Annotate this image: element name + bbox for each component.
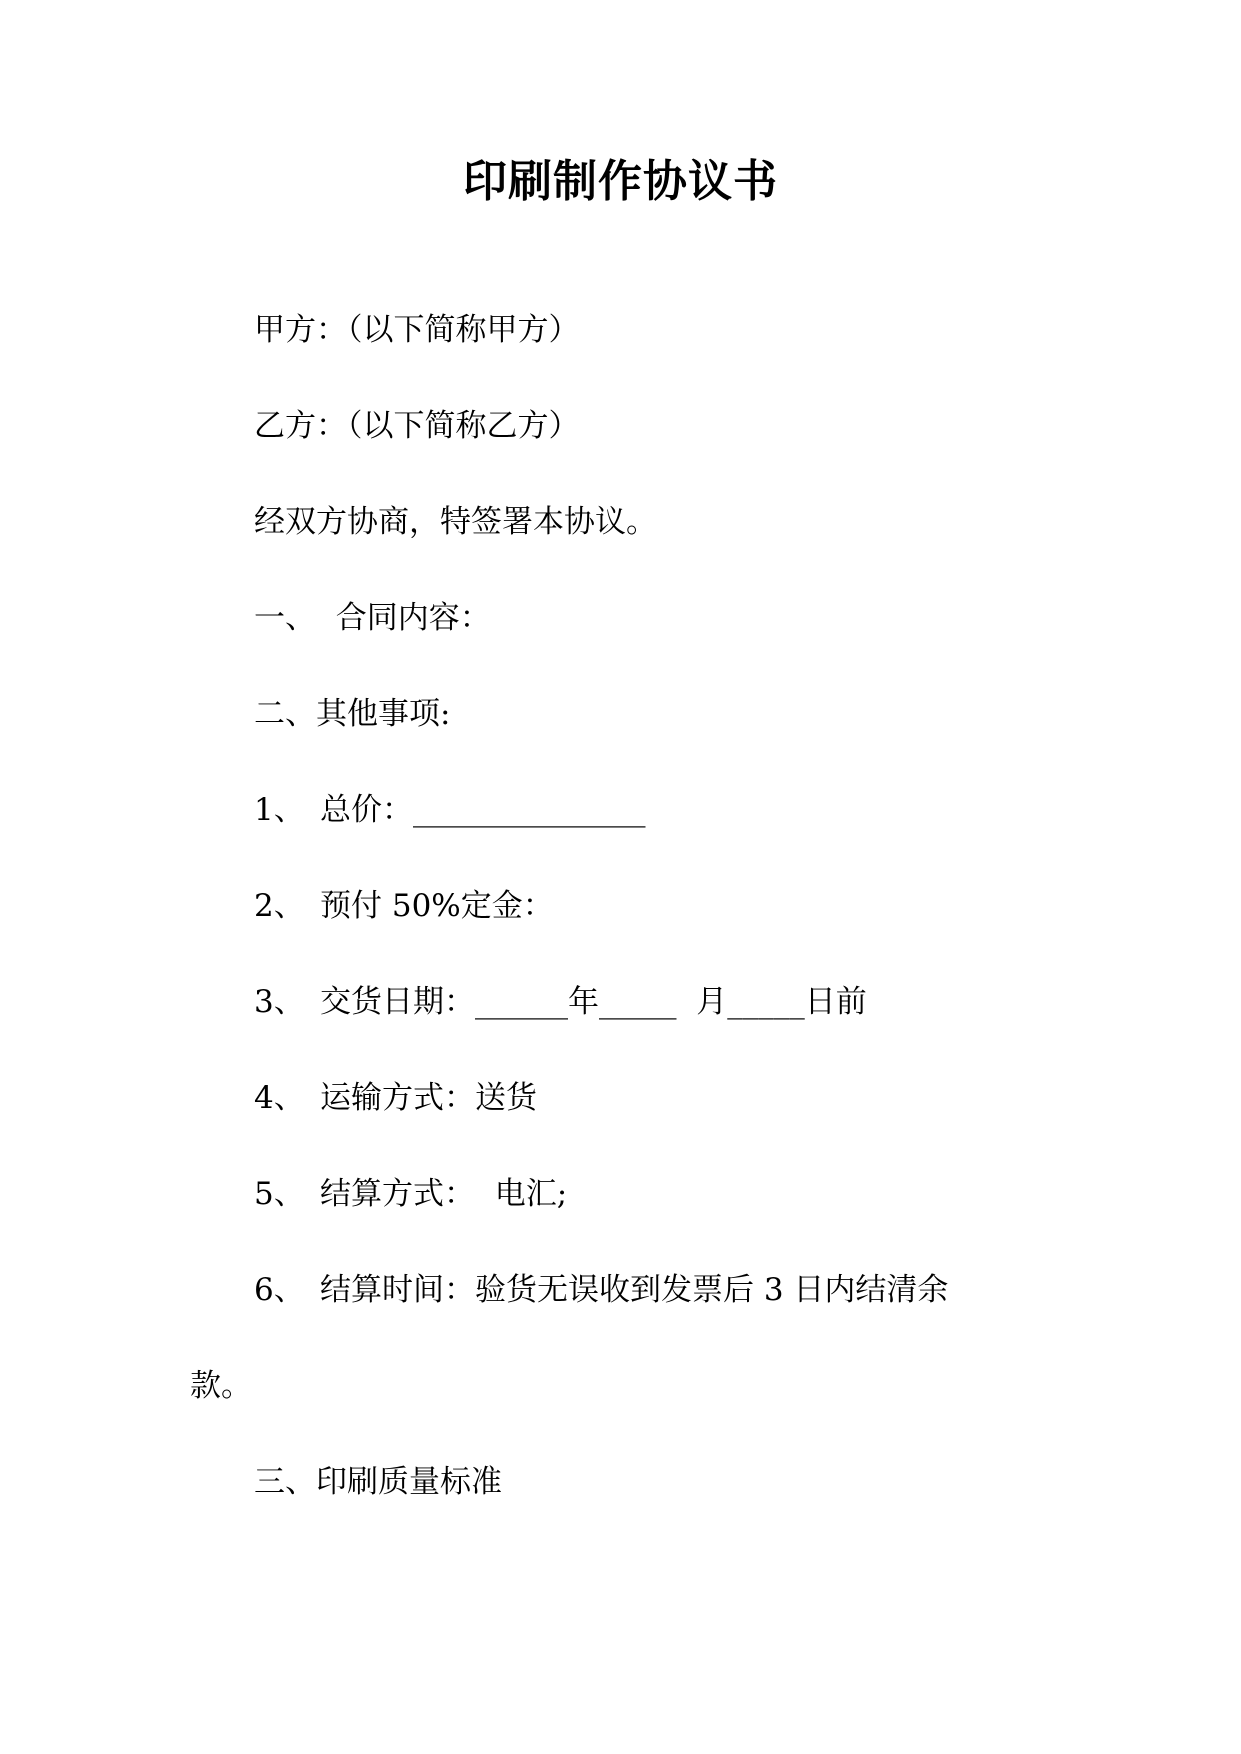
section-heading-contract-content: 一、 合同内容： — [254, 600, 491, 636]
list-item-settlement-time-continuation: 款。 — [190, 1368, 252, 1404]
item-text: 结算时间：验货无误收到发票后 3 日内结清余 — [320, 1272, 949, 1308]
section-heading-print-quality: 三、印刷质量标准 — [254, 1464, 502, 1500]
list-item-deposit — [254, 884, 554, 928]
list-item-settlement-time — [254, 1268, 948, 1312]
list-item-delivery-date — [254, 980, 867, 1024]
party-b-line: 乙方：（以下简称乙方） — [254, 408, 580, 444]
item-text: 结算方式： 电汇; — [320, 1176, 568, 1212]
party-a-line: 甲方：（以下简称甲方） — [254, 312, 580, 348]
item-number: 1、 — [254, 792, 305, 828]
item-number: 6、 — [254, 1272, 305, 1308]
intro-line: 经双方协商，特签署本协议。 — [254, 504, 657, 540]
list-item-transport — [254, 1076, 537, 1120]
item-text: 交货日期：______年_____ 月_____日前 — [320, 984, 867, 1020]
item-number: 2、 — [254, 888, 305, 924]
item-number: 5、 — [254, 1176, 305, 1212]
item-text: 总价：_______________ — [320, 792, 646, 828]
section-heading-other-matters: 二、其他事项: — [254, 696, 451, 732]
document-title: 印刷制作协议书 — [463, 156, 778, 207]
item-text: 预付 50%定金： — [320, 888, 554, 924]
list-item-settlement-method — [254, 1172, 567, 1216]
item-text: 运输方式：送货 — [320, 1080, 537, 1116]
item-number: 4、 — [254, 1080, 305, 1116]
list-item-total-price — [254, 788, 646, 832]
item-number: 3、 — [254, 984, 305, 1020]
